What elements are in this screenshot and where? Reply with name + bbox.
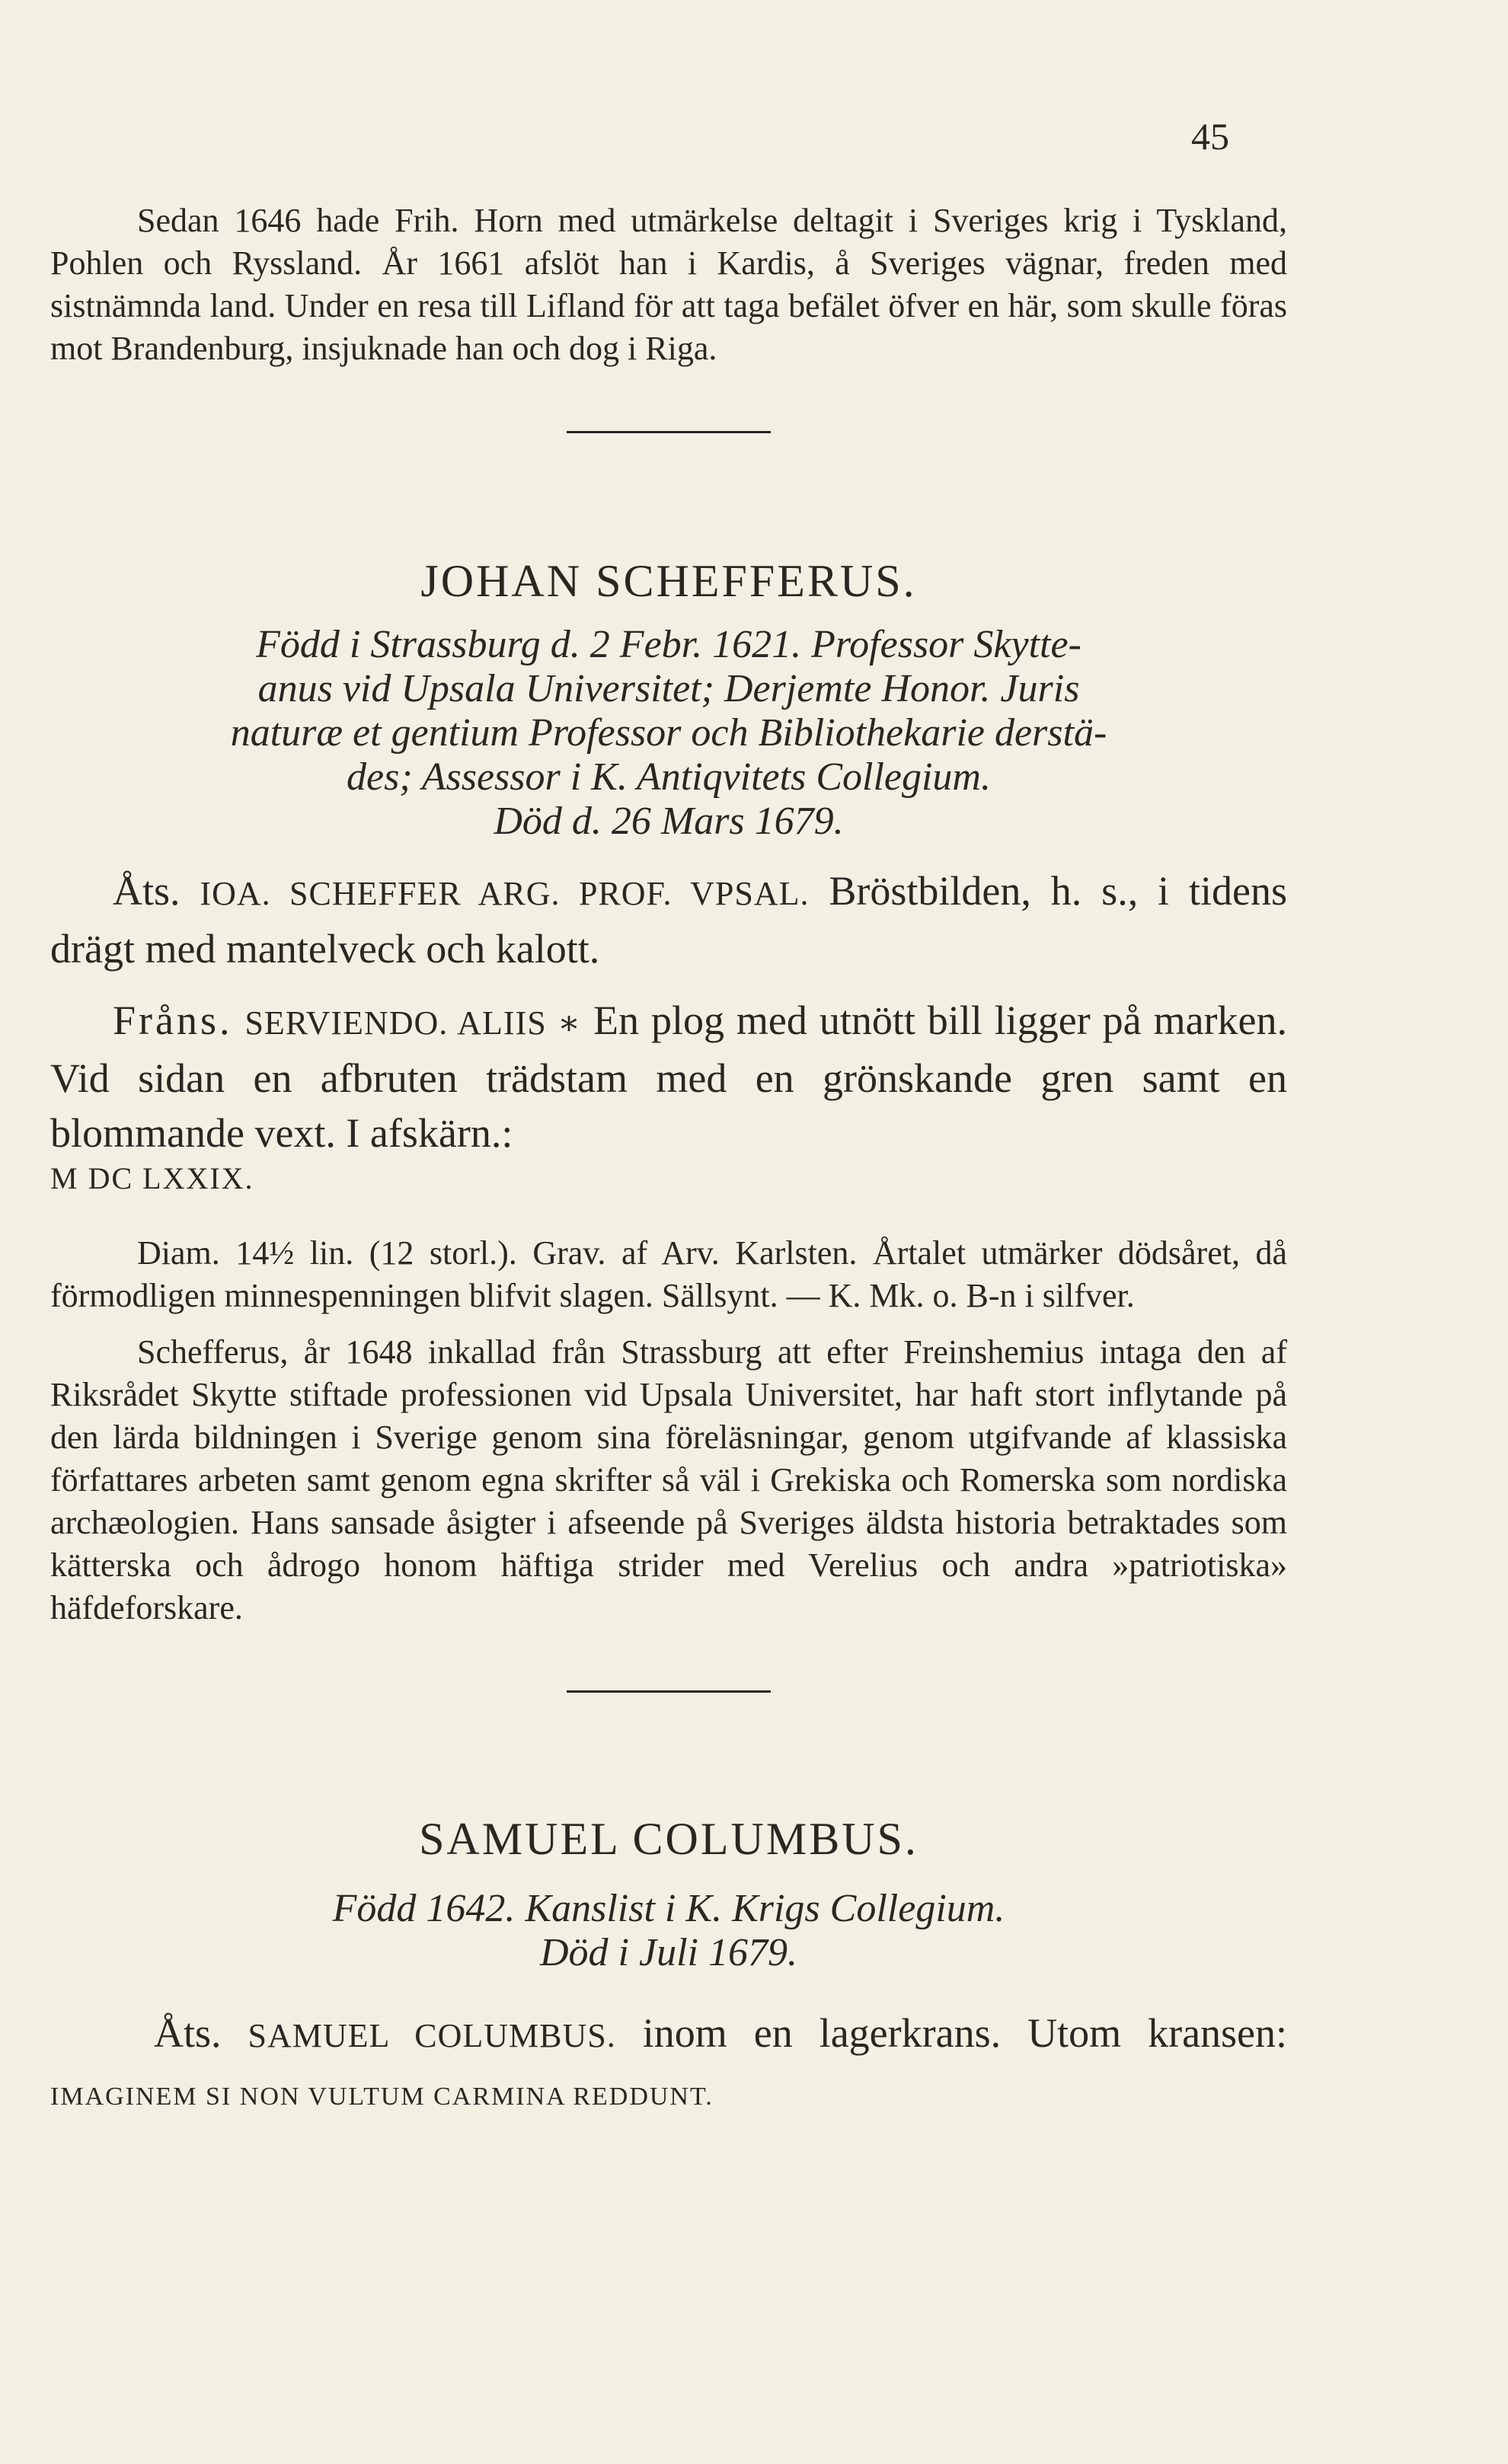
bio-line: Född i Strassburg d. 2 Febr. 1621. Professor Skytte- — [256, 623, 1081, 666]
reverse-text: En plog med utnött bill ligger på marken. Vid sidan en afbruten trädstam med en grönskande gren samt en blommande vext. I afskärn.: — [50, 997, 1288, 1156]
biography-schefferus — [50, 623, 1287, 844]
biography-columbus — [50, 1887, 1287, 1975]
obverse-description — [50, 863, 1287, 976]
obverse-legend: SAMUEL COLUMBUS. — [248, 2017, 616, 2054]
bio-line: des; Assessor i K. Antiqvitets Collegium. — [347, 755, 991, 799]
bio-line: Död i Juli 1679. — [540, 1931, 797, 1974]
section-divider — [567, 1690, 771, 1693]
reverse-label: Fråns. — [113, 997, 233, 1043]
obverse-legend: IOA. SCHEFFER ARG. PROF. VPSAL. — [200, 875, 810, 912]
exergue-date: M DC LXXIX. — [50, 1161, 254, 1195]
medal-details-text: Diam. 14½ lin. (12 storl.). Grav. af Arv. Karlsten. Årtalet utmärker dödsåret, då förmodligen minnespenningen blifvit slagen. Sällsynt. — K. Mk. o. B-n i silfver. — [50, 1234, 1287, 1314]
obverse-text: inom en lagerkrans. Utom — [642, 2010, 1122, 2056]
reverse-legend: SERVIENDO. ALIIS ∗ — [244, 1004, 582, 1042]
commentary-text: Schefferus, år 1648 inkallad från Strassburg att efter Freinshemius intaga den af Riksrådet Skytte stiftade professionen vid Upsala Universitet, har haft stort inflytande på den lärda bildningen i Sverige genom sina föreläsningar, genom utgifvande af klassiska författares arbeten samt genom egna skrifter så väl i Grekiska och Romerska som nordiska archæologien. Hans sansade åsigter i afseende på Sveriges äldsta historia betraktades som kätterska och ådrogo honom häftiga strider med Verelius och andra »patriotiska» häfdeforskare. — [50, 1333, 1287, 1626]
page-number: 45 — [1191, 115, 1229, 158]
kransen-legend: IMAGINEM SI NON VULTUM CARMINA REDDUNT. — [50, 2083, 714, 2111]
entry-heading-schefferus: JOHAN SCHEFFERUS. — [420, 556, 917, 606]
obverse-description-columbus — [50, 2006, 1287, 2124]
section-divider — [567, 431, 771, 433]
schefferus-commentary — [50, 1331, 1287, 1629]
kransen-label: kransen: — [1148, 2010, 1288, 2056]
bio-line: anus vid Upsala Universitet; Derjemte Honor. Juris — [257, 667, 1080, 710]
obverse-label: Åts. — [113, 868, 181, 914]
obverse-text: Bröstbilden, h. s., i tidens drägt med mantelveck och kalott. — [50, 868, 1287, 972]
obverse-label: Åts. — [154, 2010, 222, 2056]
bio-line: Död d. 26 Mars 1679. — [494, 800, 844, 843]
opening-text: Sedan 1646 hade Frih. Horn med utmärkelse deltagit i Sveriges krig i Tyskland, Pohlen och Ryssland. År 1661 afslöt han i Kardis, å Sveriges vägnar, freden med sistnämnda land. Under en resa till Lifland för att taga befälet öfver en här, som skulle föras mot Brandenburg, insjuknade han och dog i Riga. — [50, 202, 1287, 367]
bio-line: Född 1642. Kanslist i K. Krigs Collegium. — [332, 1887, 1005, 1930]
bio-line: naturæ et gentium Professor och Bibliothekarie derstä- — [230, 711, 1107, 755]
reverse-description — [50, 993, 1287, 1160]
opening-paragraph — [50, 199, 1287, 370]
medal-details — [50, 1232, 1287, 1317]
entry-heading-columbus: SAMUEL COLUMBUS. — [419, 1814, 919, 1864]
